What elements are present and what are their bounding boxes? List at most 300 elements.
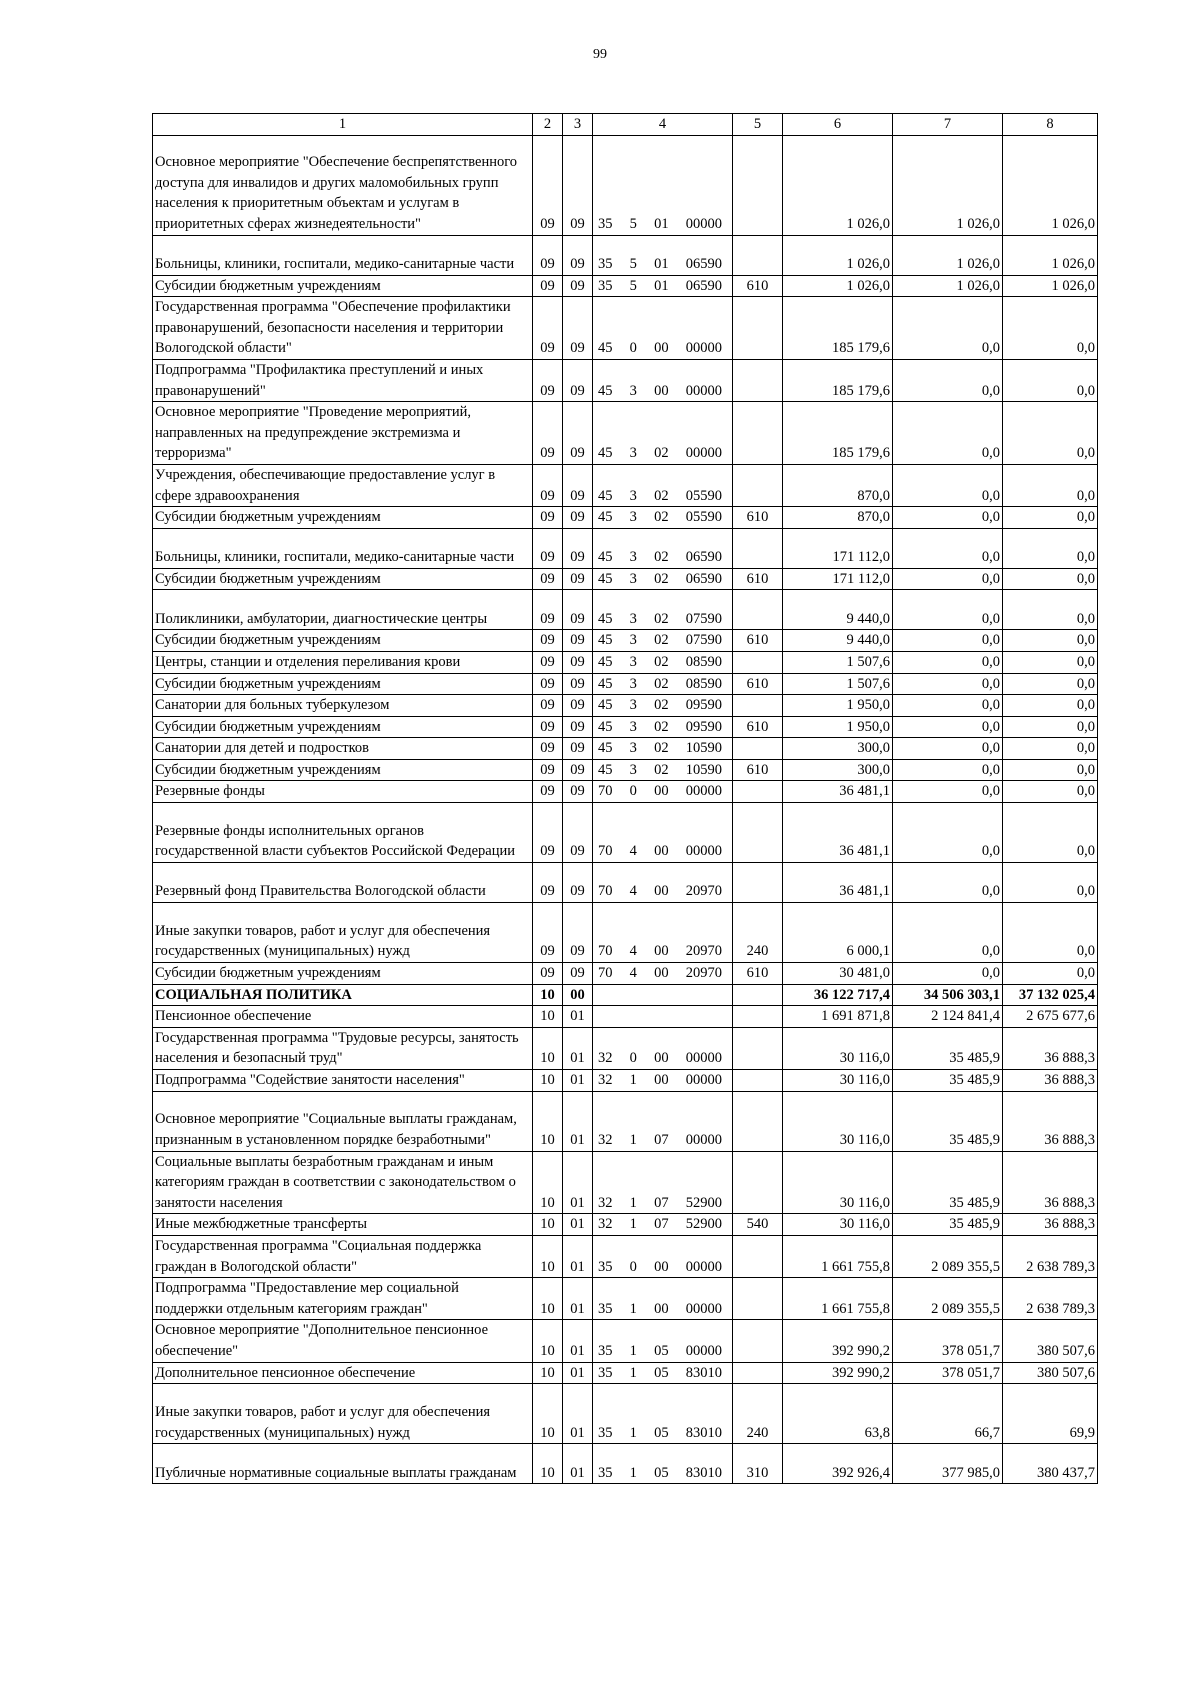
subprogram-code: 1 xyxy=(629,1464,637,1481)
amount-col-6: 392 926,4 xyxy=(783,1444,893,1484)
table-row xyxy=(153,1320,1098,1362)
section-code: 10 xyxy=(533,1278,563,1320)
subprogram-code: 3 xyxy=(629,718,637,735)
subsection-code: 01 xyxy=(563,1236,593,1278)
item-name: Субсидии бюджетным учреждениям xyxy=(153,963,533,985)
amount-col-7: 377 985,0 xyxy=(893,1444,1003,1484)
target-article-parts xyxy=(595,1341,730,1362)
event-code: 00 xyxy=(654,783,669,800)
column-header: 7 xyxy=(893,114,1003,136)
expense-type-code xyxy=(733,464,783,506)
subsection-code: 09 xyxy=(563,738,593,760)
amount-col-6: 63,8 xyxy=(783,1384,893,1444)
program-code: 70 xyxy=(598,943,613,960)
direction-code: 83010 xyxy=(685,1464,722,1481)
section-code: 09 xyxy=(533,235,563,275)
item-name: Основное мероприятие "Дополнительное пенсионное обеспечение" xyxy=(153,1320,533,1362)
expense-type-code xyxy=(733,528,783,568)
target-article-code xyxy=(593,1320,733,1362)
program-code: 45 xyxy=(598,632,613,649)
section-code: 09 xyxy=(533,903,563,963)
event-code: 00 xyxy=(654,340,669,357)
amount-col-6: 36 481,1 xyxy=(783,803,893,863)
item-name: Субсидии бюджетным учреждениям xyxy=(153,630,533,652)
table-row xyxy=(153,984,1098,1006)
table-row xyxy=(153,464,1098,506)
direction-code: 83010 xyxy=(685,1424,722,1441)
amount-col-8: 0,0 xyxy=(1003,716,1098,738)
direction-code: 09590 xyxy=(685,697,722,714)
amount-col-6: 185 179,6 xyxy=(783,359,893,401)
subsection-code: 09 xyxy=(563,235,593,275)
expense-type-code xyxy=(733,1070,783,1092)
direction-code: 08590 xyxy=(685,675,722,692)
subprogram-code: 3 xyxy=(629,675,637,692)
subprogram-code: 1 xyxy=(629,1072,637,1089)
target-article-code xyxy=(593,651,733,673)
target-article-code xyxy=(593,402,733,465)
subprogram-code: 3 xyxy=(629,761,637,778)
subsection-code: 01 xyxy=(563,1151,593,1214)
table-row xyxy=(153,781,1098,803)
target-article-parts xyxy=(595,717,730,738)
amount-col-8: 0,0 xyxy=(1003,651,1098,673)
event-code: 02 xyxy=(654,445,669,462)
event-code: 05 xyxy=(654,1342,669,1359)
direction-code: 06590 xyxy=(685,277,722,294)
program-code: 70 xyxy=(598,843,613,860)
table-row xyxy=(153,963,1098,985)
direction-code: 07590 xyxy=(685,610,722,627)
target-article-code xyxy=(593,630,733,652)
amount-col-6: 30 116,0 xyxy=(783,1027,893,1069)
subsection-code: 09 xyxy=(563,528,593,568)
item-name: Иные межбюджетные трансферты xyxy=(153,1214,533,1236)
subprogram-code: 3 xyxy=(629,697,637,714)
event-code: 02 xyxy=(654,675,669,692)
target-article-code xyxy=(593,297,733,360)
item-name: Центры, станции и отделения переливания крови xyxy=(153,651,533,673)
amount-col-6: 1 950,0 xyxy=(783,695,893,717)
target-article-parts xyxy=(595,1070,730,1091)
amount-col-8: 37 132 025,4 xyxy=(1003,984,1098,1006)
amount-col-7: 0,0 xyxy=(893,903,1003,963)
table-row xyxy=(153,1444,1098,1484)
amount-col-7: 0,0 xyxy=(893,781,1003,803)
program-code: 35 xyxy=(598,277,613,294)
subsection-code: 01 xyxy=(563,1070,593,1092)
item-name: Социальные выплаты безработным гражданам и иным категориям граждан в соответствии с законодательством о занятости населения xyxy=(153,1151,533,1214)
target-article-code xyxy=(593,803,733,863)
event-code: 02 xyxy=(654,610,669,627)
target-article-code xyxy=(593,275,733,297)
target-article-parts xyxy=(595,547,730,568)
target-article-parts xyxy=(595,1423,730,1444)
program-code: 35 xyxy=(598,256,613,272)
target-article-parts xyxy=(595,1363,730,1384)
amount-col-7: 0,0 xyxy=(893,803,1003,863)
event-code: 01 xyxy=(654,256,669,272)
table-row xyxy=(153,1151,1098,1214)
item-name: Публичные нормативные социальные выплаты гражданам xyxy=(153,1444,533,1484)
expense-type-code xyxy=(733,1006,783,1028)
amount-col-6: 1 507,6 xyxy=(783,651,893,673)
subprogram-code: 3 xyxy=(629,632,637,649)
target-article-parts xyxy=(595,276,730,297)
subsection-code: 09 xyxy=(563,275,593,297)
expense-type-code: 310 xyxy=(733,1444,783,1484)
target-article-code xyxy=(593,738,733,760)
target-article-parts xyxy=(595,941,730,962)
target-article-parts xyxy=(595,338,730,359)
event-code: 05 xyxy=(654,1464,669,1481)
expense-type-code: 610 xyxy=(733,673,783,695)
expense-type-code xyxy=(733,1236,783,1278)
target-article-code xyxy=(593,135,733,235)
amount-col-6: 300,0 xyxy=(783,738,893,760)
amount-col-7: 0,0 xyxy=(893,863,1003,903)
item-name: СОЦИАЛЬНАЯ ПОЛИТИКА xyxy=(153,984,533,1006)
subsection-code: 09 xyxy=(563,402,593,465)
program-code: 45 xyxy=(598,340,613,357)
item-name: Больницы, клиники, госпитали, медико-санитарные части xyxy=(153,235,533,275)
item-name: Пенсионное обеспечение xyxy=(153,1006,533,1028)
direction-code: 10590 xyxy=(685,761,722,778)
table-row xyxy=(153,1236,1098,1278)
subsection-code: 00 xyxy=(563,984,593,1006)
subprogram-code: 3 xyxy=(629,610,637,627)
amount-col-8: 0,0 xyxy=(1003,863,1098,903)
program-code: 35 xyxy=(598,1464,613,1481)
program-code: 32 xyxy=(598,1216,613,1233)
direction-code: 06590 xyxy=(685,570,722,587)
expense-type-code xyxy=(733,135,783,235)
expense-type-code xyxy=(733,1027,783,1069)
subprogram-code: 3 xyxy=(629,653,637,670)
subsection-code: 09 xyxy=(563,464,593,506)
amount-col-6: 36 122 717,4 xyxy=(783,984,893,1006)
event-code: 02 xyxy=(654,632,669,649)
expense-type-code: 540 xyxy=(733,1214,783,1236)
target-article-code xyxy=(593,863,733,903)
expense-type-code xyxy=(733,1091,783,1151)
amount-col-8: 0,0 xyxy=(1003,738,1098,760)
target-article-code xyxy=(593,673,733,695)
target-article-code xyxy=(593,507,733,529)
subsection-code: 01 xyxy=(563,1444,593,1484)
expense-type-code xyxy=(733,402,783,465)
expense-type-code: 610 xyxy=(733,716,783,738)
event-code: 02 xyxy=(654,740,669,757)
program-code: 45 xyxy=(598,610,613,627)
amount-col-6: 30 481,0 xyxy=(783,963,893,985)
event-code: 01 xyxy=(654,216,669,232)
expense-type-code xyxy=(733,781,783,803)
section-code: 09 xyxy=(533,464,563,506)
expense-type-code xyxy=(733,1320,783,1362)
direction-code: 05590 xyxy=(685,509,722,526)
subprogram-code: 3 xyxy=(629,740,637,757)
subprogram-code: 0 xyxy=(629,1050,637,1067)
subsection-code: 01 xyxy=(563,1362,593,1384)
direction-code: 08590 xyxy=(685,653,722,670)
direction-code: 52900 xyxy=(685,1194,722,1211)
subprogram-code: 0 xyxy=(629,340,637,357)
event-code: 00 xyxy=(654,1258,669,1275)
event-code: 00 xyxy=(654,382,669,399)
amount-col-6: 870,0 xyxy=(783,507,893,529)
amount-col-6: 185 179,6 xyxy=(783,402,893,465)
subprogram-code: 1 xyxy=(629,1300,637,1317)
amount-col-8: 36 888,3 xyxy=(1003,1027,1098,1069)
amount-col-8: 0,0 xyxy=(1003,590,1098,630)
program-code: 45 xyxy=(598,675,613,692)
target-article-parts xyxy=(595,214,730,235)
target-article-code xyxy=(593,759,733,781)
expense-type-code: 610 xyxy=(733,275,783,297)
amount-col-8: 0,0 xyxy=(1003,759,1098,781)
amount-col-8: 0,0 xyxy=(1003,402,1098,465)
amount-col-7: 378 051,7 xyxy=(893,1320,1003,1362)
expense-type-code xyxy=(733,803,783,863)
direction-code: 00000 xyxy=(685,382,722,399)
expense-type-code xyxy=(733,738,783,760)
target-article-code xyxy=(593,1070,733,1092)
target-article-parts xyxy=(595,254,730,275)
amount-col-7: 34 506 303,1 xyxy=(893,984,1003,1006)
table-row xyxy=(153,1362,1098,1384)
amount-col-7: 0,0 xyxy=(893,590,1003,630)
amount-col-8: 36 888,3 xyxy=(1003,1091,1098,1151)
table-row xyxy=(153,903,1098,963)
section-code: 09 xyxy=(533,135,563,235)
section-code: 09 xyxy=(533,803,563,863)
item-name: Подпрограмма "Содействие занятости населения" xyxy=(153,1070,533,1092)
program-code: 32 xyxy=(598,1050,613,1067)
amount-col-8: 0,0 xyxy=(1003,359,1098,401)
direction-code: 20970 xyxy=(685,965,722,982)
amount-col-6: 1 691 871,8 xyxy=(783,1006,893,1028)
amount-col-8: 2 638 789,3 xyxy=(1003,1236,1098,1278)
column-header: 5 xyxy=(733,114,783,136)
column-header: 8 xyxy=(1003,114,1098,136)
amount-col-7: 0,0 xyxy=(893,402,1003,465)
expense-type-code xyxy=(733,1278,783,1320)
amount-col-7: 66,7 xyxy=(893,1384,1003,1444)
program-code: 35 xyxy=(598,1364,613,1381)
target-article-code xyxy=(593,568,733,590)
target-article-code xyxy=(593,1278,733,1320)
section-code: 10 xyxy=(533,1444,563,1484)
direction-code: 00000 xyxy=(685,783,722,800)
event-code: 07 xyxy=(654,1194,669,1211)
table-row xyxy=(153,1006,1098,1028)
target-article-parts xyxy=(595,1299,730,1320)
amount-col-7: 2 089 355,5 xyxy=(893,1236,1003,1278)
target-article-parts xyxy=(595,486,730,507)
target-article-parts xyxy=(595,609,730,630)
direction-code: 00000 xyxy=(685,1050,722,1067)
table-row xyxy=(153,507,1098,529)
subprogram-code: 3 xyxy=(629,445,637,462)
amount-col-8: 0,0 xyxy=(1003,695,1098,717)
amount-col-7: 35 485,9 xyxy=(893,1151,1003,1214)
amount-col-8: 0,0 xyxy=(1003,464,1098,506)
subsection-code: 09 xyxy=(563,963,593,985)
event-code: 00 xyxy=(654,1300,669,1317)
event-code: 02 xyxy=(654,697,669,714)
event-code: 00 xyxy=(654,1072,669,1089)
subsection-code: 09 xyxy=(563,903,593,963)
program-code: 45 xyxy=(598,382,613,399)
section-code: 09 xyxy=(533,507,563,529)
section-code: 09 xyxy=(533,651,563,673)
direction-code: 52900 xyxy=(685,1216,722,1233)
event-code: 00 xyxy=(654,1050,669,1067)
target-article-parts xyxy=(595,507,730,528)
item-name: Дополнительное пенсионное обеспечение xyxy=(153,1362,533,1384)
item-name: Подпрограмма "Профилактика преступлений и иных правонарушений" xyxy=(153,359,533,401)
amount-col-7: 0,0 xyxy=(893,630,1003,652)
item-name: Основное мероприятие "Социальные выплаты гражданам, признанным в установленном порядке безработными" xyxy=(153,1091,533,1151)
event-code: 02 xyxy=(654,718,669,735)
section-code: 09 xyxy=(533,781,563,803)
amount-col-8: 2 638 789,3 xyxy=(1003,1278,1098,1320)
item-name: Иные закупки товаров, работ и услуг для обеспечения государственных (муниципальных) нужд xyxy=(153,903,533,963)
expense-type-code xyxy=(733,297,783,360)
item-name: Больницы, клиники, госпитали, медико-санитарные части xyxy=(153,528,533,568)
amount-col-6: 870,0 xyxy=(783,464,893,506)
subsection-code: 01 xyxy=(563,1320,593,1362)
subprogram-code: 4 xyxy=(629,883,637,900)
amount-col-7: 1 026,0 xyxy=(893,275,1003,297)
section-code: 10 xyxy=(533,1384,563,1444)
program-code: 45 xyxy=(598,509,613,526)
table-row xyxy=(153,695,1098,717)
target-article-parts xyxy=(595,569,730,590)
amount-col-6: 185 179,6 xyxy=(783,297,893,360)
amount-col-6: 1 661 755,8 xyxy=(783,1278,893,1320)
amount-col-6: 36 481,1 xyxy=(783,863,893,903)
table-row xyxy=(153,651,1098,673)
amount-col-7: 2 089 355,5 xyxy=(893,1278,1003,1320)
section-code: 09 xyxy=(533,759,563,781)
amount-col-8: 0,0 xyxy=(1003,781,1098,803)
subprogram-code: 5 xyxy=(629,277,637,294)
target-article-parts xyxy=(595,760,730,781)
program-code: 35 xyxy=(598,1424,613,1441)
amount-col-8: 0,0 xyxy=(1003,297,1098,360)
subprogram-code: 3 xyxy=(629,549,637,566)
item-name: Субсидии бюджетным учреждениям xyxy=(153,568,533,590)
amount-col-8: 0,0 xyxy=(1003,963,1098,985)
subsection-code: 09 xyxy=(563,568,593,590)
amount-col-8: 380 507,6 xyxy=(1003,1320,1098,1362)
table-row xyxy=(153,297,1098,360)
amount-col-6: 1 507,6 xyxy=(783,673,893,695)
target-article-code xyxy=(593,1384,733,1444)
amount-col-6: 171 112,0 xyxy=(783,568,893,590)
section-code: 09 xyxy=(533,738,563,760)
amount-col-6: 6 000,1 xyxy=(783,903,893,963)
amount-col-7: 0,0 xyxy=(893,716,1003,738)
target-article-parts xyxy=(595,963,730,984)
target-article-code xyxy=(593,1214,733,1236)
amount-col-7: 35 485,9 xyxy=(893,1027,1003,1069)
item-name: Санатории для больных туберкулезом xyxy=(153,695,533,717)
direction-code: 00000 xyxy=(685,1342,722,1359)
expense-type-code xyxy=(733,235,783,275)
expense-type-code xyxy=(733,695,783,717)
column-header: 4 xyxy=(593,114,733,136)
subprogram-code: 3 xyxy=(629,487,637,504)
direction-code: 83010 xyxy=(685,1364,722,1381)
event-code: 01 xyxy=(654,277,669,294)
direction-code: 05590 xyxy=(685,487,722,504)
event-code: 02 xyxy=(654,549,669,566)
amount-col-8: 2 675 677,6 xyxy=(1003,1006,1098,1028)
event-code: 00 xyxy=(654,883,669,900)
section-code: 09 xyxy=(533,275,563,297)
target-article-code xyxy=(593,1091,733,1151)
target-article-code xyxy=(593,695,733,717)
item-name: Государственная программа "Обеспечение профилактики правонарушений, безопасности населения и территории Вологодской области" xyxy=(153,297,533,360)
section-code: 10 xyxy=(533,1070,563,1092)
amount-col-6: 392 990,2 xyxy=(783,1362,893,1384)
amount-col-7: 0,0 xyxy=(893,464,1003,506)
subsection-code: 09 xyxy=(563,297,593,360)
item-name: Основное мероприятие "Проведение мероприятий, направленных на предупреждение экстремизма и терроризма" xyxy=(153,402,533,465)
amount-col-8: 1 026,0 xyxy=(1003,275,1098,297)
target-article-parts xyxy=(595,695,730,716)
program-code: 70 xyxy=(598,965,613,982)
amount-col-8: 380 507,6 xyxy=(1003,1362,1098,1384)
table-row xyxy=(153,1278,1098,1320)
subsection-code: 01 xyxy=(563,1091,593,1151)
amount-col-7: 0,0 xyxy=(893,507,1003,529)
direction-code: 00000 xyxy=(685,340,722,357)
target-article-code xyxy=(593,963,733,985)
program-code: 45 xyxy=(598,549,613,566)
target-article-parts xyxy=(595,738,730,759)
subsection-code: 09 xyxy=(563,716,593,738)
direction-code: 00000 xyxy=(685,445,722,462)
program-code: 32 xyxy=(598,1194,613,1211)
item-name: Резервный фонд Правительства Вологодской области xyxy=(153,863,533,903)
item-name: Субсидии бюджетным учреждениям xyxy=(153,759,533,781)
subsection-code: 01 xyxy=(563,1384,593,1444)
expense-type-code: 610 xyxy=(733,963,783,985)
target-article-parts xyxy=(595,781,730,802)
item-name: Государственная программа "Трудовые ресурсы, занятость населения и безопасный труд" xyxy=(153,1027,533,1069)
event-code: 02 xyxy=(654,761,669,778)
amount-col-7: 0,0 xyxy=(893,568,1003,590)
amount-col-8: 0,0 xyxy=(1003,903,1098,963)
event-code: 02 xyxy=(654,487,669,504)
target-article-code xyxy=(593,464,733,506)
target-article-parts xyxy=(595,652,730,673)
amount-col-7: 0,0 xyxy=(893,759,1003,781)
column-header: 6 xyxy=(783,114,893,136)
subprogram-code: 3 xyxy=(629,570,637,587)
target-article-code xyxy=(593,1006,733,1028)
amount-col-6: 1 661 755,8 xyxy=(783,1236,893,1278)
subsection-code: 09 xyxy=(563,759,593,781)
amount-col-6: 1 950,0 xyxy=(783,716,893,738)
subsection-code: 09 xyxy=(563,135,593,235)
item-name: Субсидии бюджетным учреждениям xyxy=(153,275,533,297)
expense-type-code: 610 xyxy=(733,630,783,652)
